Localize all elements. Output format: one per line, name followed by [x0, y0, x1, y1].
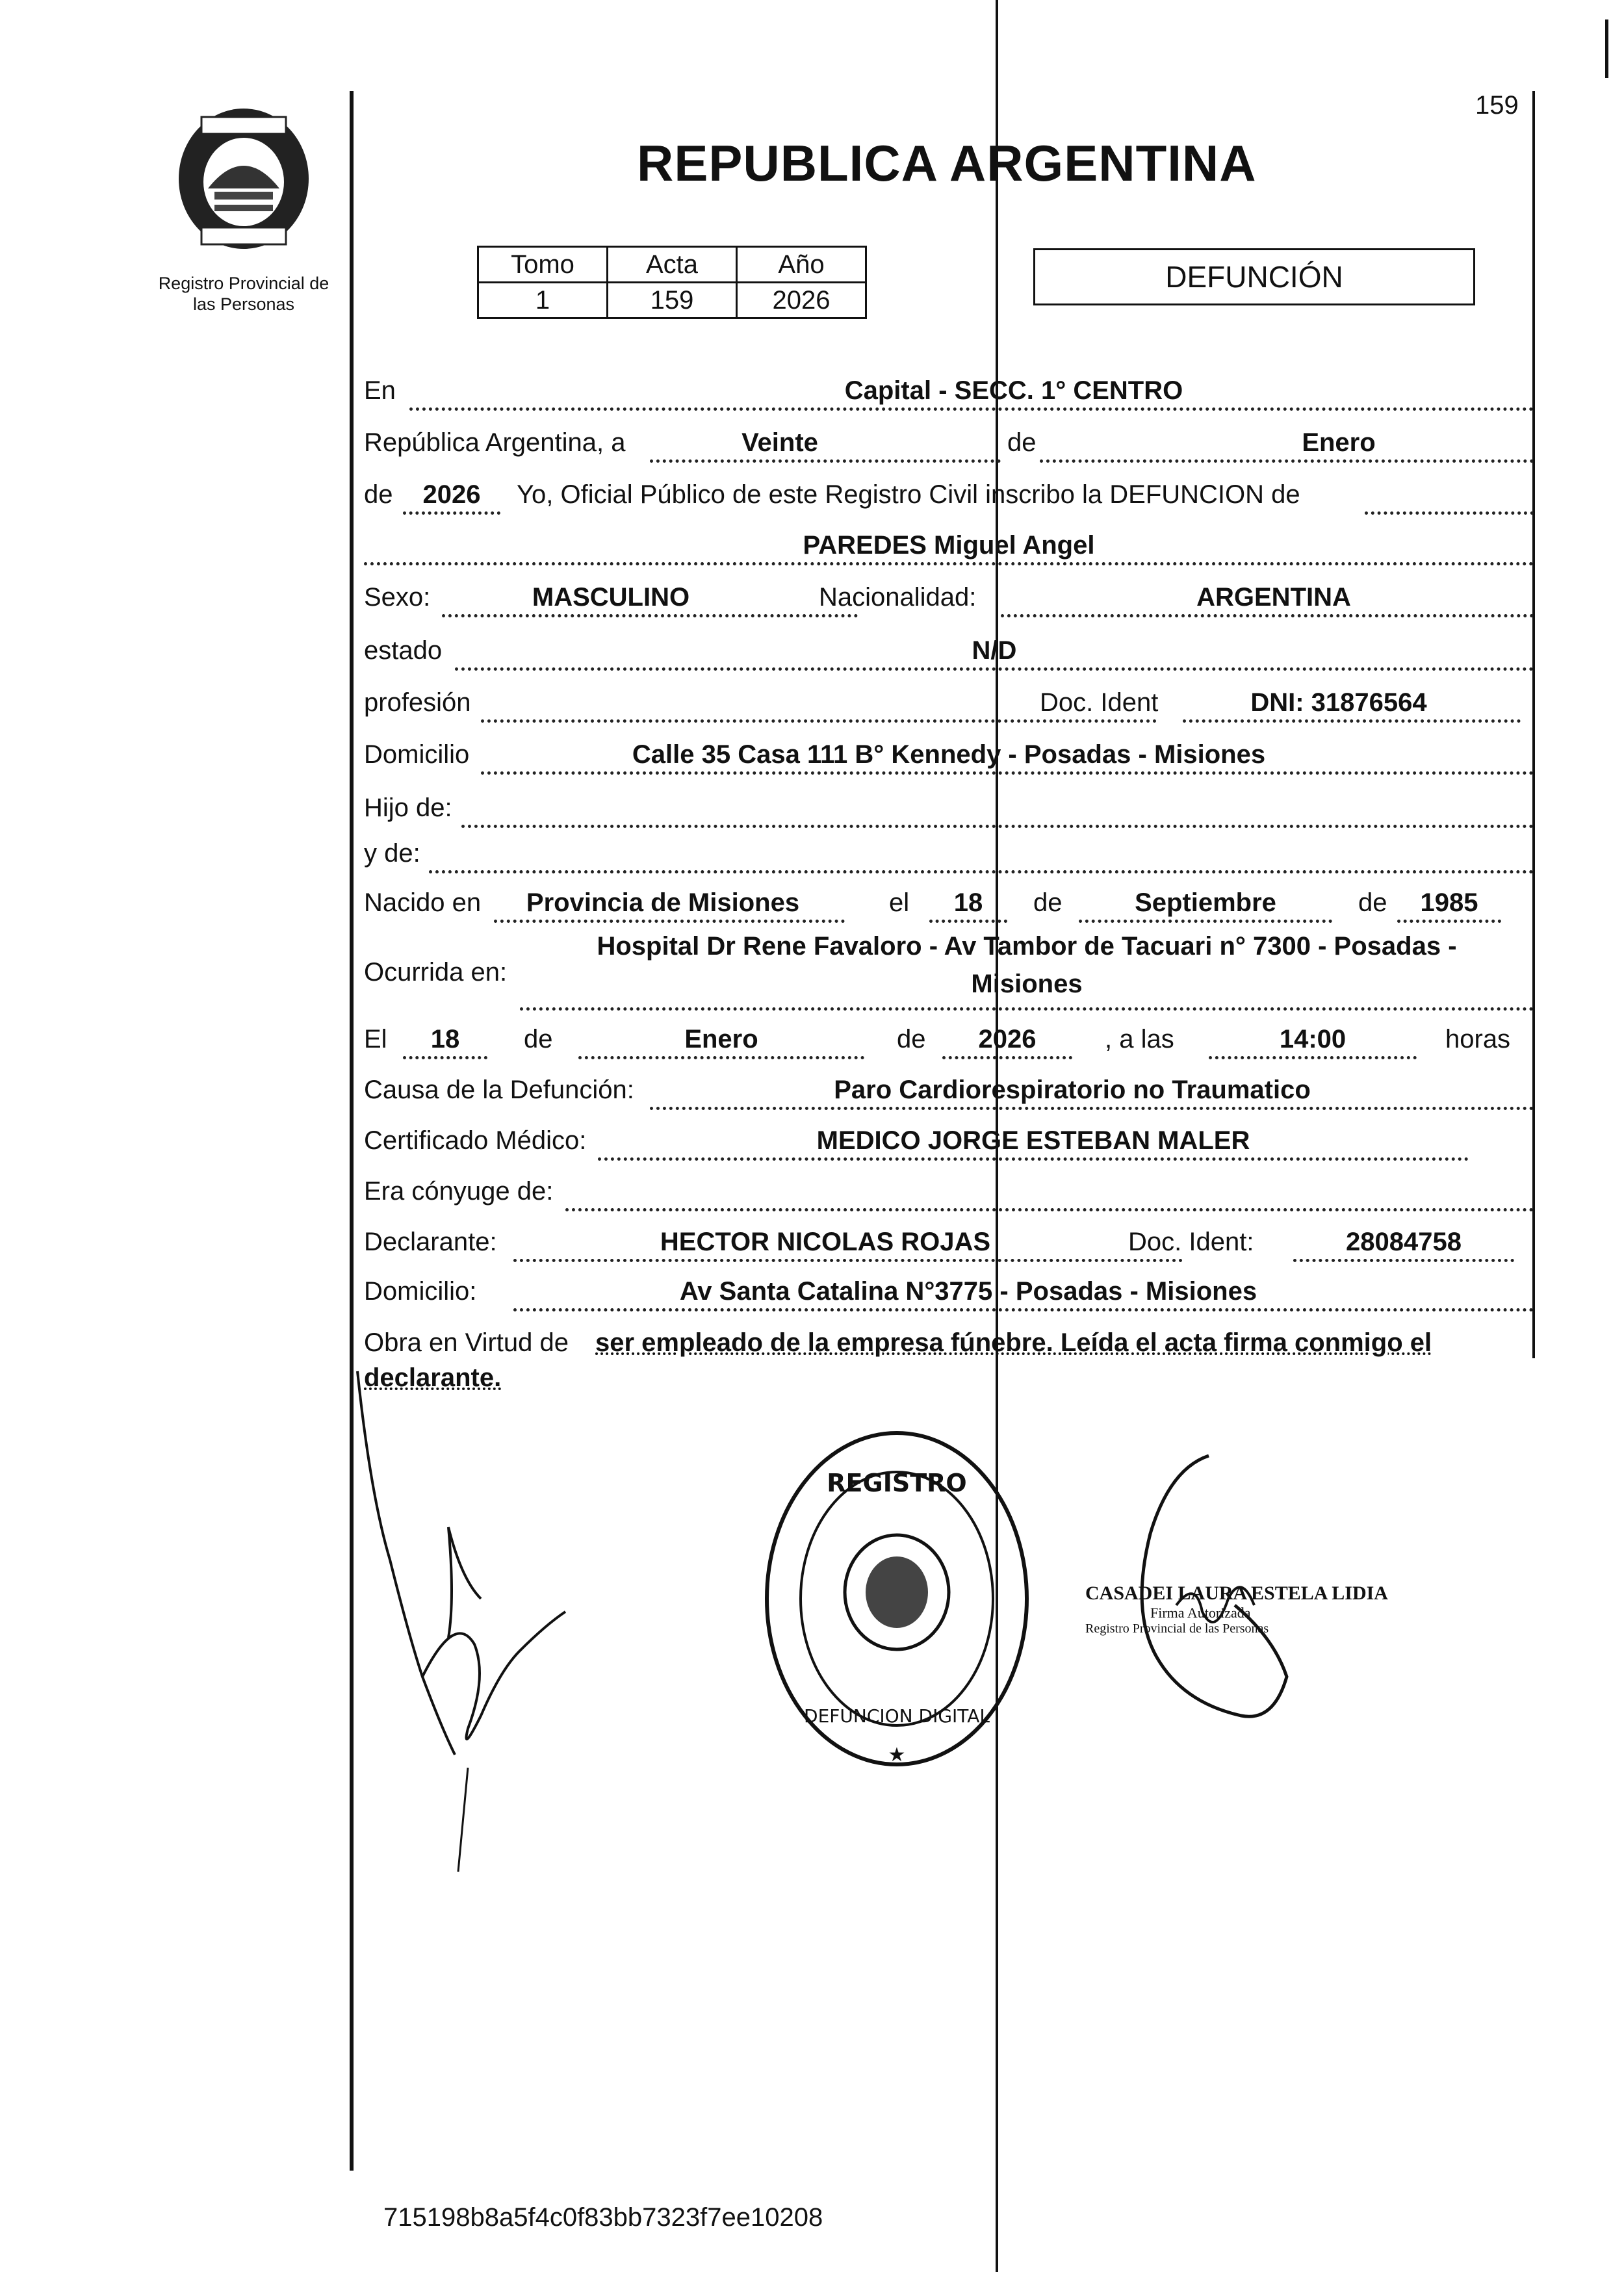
- official-name: CASADEI LAURA ESTELA LIDIA: [1085, 1582, 1388, 1604]
- obra-value-2: declarante.: [364, 1363, 502, 1392]
- nacionalidad-label: Nacionalidad:: [819, 583, 977, 612]
- obra-value-1: ser empleado de la empresa fúnebre. Leída el acta firma conmigo el: [595, 1328, 1432, 1357]
- official-signature-block: [1085, 1582, 1388, 1636]
- yde-label: y de:: [364, 839, 420, 868]
- anio-value: 2026: [422, 480, 481, 509]
- certificado-label: Certificado Médico:: [364, 1126, 587, 1155]
- tomo-value: 1: [478, 283, 608, 318]
- edge-mark: [1605, 19, 1608, 78]
- declarante-value: HECTOR NICOLAS ROJAS: [660, 1228, 991, 1256]
- nac-dia: 18: [953, 888, 983, 917]
- nac-de-label: de: [1033, 888, 1063, 917]
- def-mes: Enero: [684, 1025, 758, 1053]
- en-label: En: [364, 376, 396, 405]
- republica-label: República Argentina, a: [364, 428, 626, 457]
- ocurrida-label: Ocurrida en:: [364, 958, 508, 987]
- declarante-label: Declarante:: [364, 1228, 497, 1256]
- conyuge-label: Era cónyuge de:: [364, 1177, 554, 1206]
- anio-value: 2026: [737, 283, 866, 318]
- causa-label: Causa de la Defunción:: [364, 1076, 634, 1104]
- page-number: 159: [1475, 91, 1519, 120]
- sexo-value: MASCULINO: [532, 583, 690, 612]
- mes-value: Enero: [1302, 428, 1376, 457]
- row-certificado: [364, 1120, 1534, 1161]
- def-de2-label: de: [897, 1025, 926, 1053]
- right-margin-line: [1532, 91, 1535, 1358]
- page-title: REPUBLICA ARGENTINA: [637, 135, 1257, 192]
- def-anio: 2026: [978, 1025, 1037, 1053]
- issuer-line-1: Registro Provincial de: [158, 274, 329, 293]
- estado-value: N/D: [972, 636, 1017, 665]
- row-sexo: [364, 577, 1534, 617]
- ocurrida-line-2: Misiones: [971, 970, 1083, 998]
- doc-type-box: [1033, 248, 1475, 305]
- profesion-label: profesión: [364, 688, 471, 717]
- ocurrida-line-1: Hospital Dr Rene Favaloro - Av Tambor de Tacuari n° 7300 - Posadas -: [597, 932, 1457, 961]
- de-label: de: [1007, 428, 1037, 457]
- nombre-value: PAREDES Miguel Angel: [803, 531, 1095, 560]
- dni-value: DNI: 31876564: [1250, 688, 1427, 717]
- issuer-line-2: las Personas: [192, 294, 295, 314]
- nac-anio: 1985: [1420, 888, 1478, 917]
- row-nombre: [364, 525, 1534, 565]
- tomo-label: Tomo: [478, 247, 608, 283]
- row-causa: [364, 1070, 1534, 1110]
- oficial-text: Yo, Oficial Público de este Registro Civil inscribo la DEFUNCION de: [517, 480, 1300, 509]
- obra-label: Obra en Virtud de: [364, 1328, 569, 1357]
- row-fecha-defuncion: [364, 1019, 1534, 1059]
- domicilio-value: Calle 35 Casa 111 B° Kennedy - Posadas - Misiones: [632, 740, 1266, 769]
- row-yde: [364, 833, 1534, 873]
- official-role-1: Firma Autorizada: [1150, 1605, 1251, 1621]
- doc-type: DEFUNCIÓN: [1165, 260, 1343, 294]
- en-value: Capital - SECC. 1° CENTRO: [844, 376, 1183, 405]
- acta-value: 159: [608, 283, 737, 318]
- tomo-acta-anio-table: [477, 246, 867, 319]
- svg-text:★: ★: [888, 1744, 906, 1766]
- decl-doc-value: 28084758: [1346, 1228, 1462, 1256]
- de2-label: de: [364, 480, 393, 509]
- nac-de2-label: de: [1358, 888, 1387, 917]
- row-ocurrida: [364, 929, 1534, 1011]
- def-hora: 14:00: [1279, 1025, 1347, 1053]
- decl-doc-label: Doc. Ident:: [1128, 1228, 1254, 1256]
- row-declarante: [364, 1222, 1534, 1262]
- sexo-label: Sexo:: [364, 583, 431, 612]
- certificado-value: MEDICO JORGE ESTEBAN MALER: [816, 1126, 1250, 1155]
- row-fecha: [364, 422, 1534, 463]
- row-en: [364, 370, 1534, 411]
- estado-label: estado: [364, 636, 443, 665]
- row-estado: [364, 630, 1534, 671]
- domicilio-label: Domicilio: [364, 740, 470, 769]
- domicilio2-value: Av Santa Catalina N°3775 - Posadas - Misiones: [679, 1277, 1257, 1306]
- registry-stamp: [760, 1430, 1033, 1781]
- hijo-label: Hijo de:: [364, 794, 452, 822]
- official-role-2: Registro Provincial de las Personas: [1085, 1621, 1269, 1636]
- provincial-seal-logo: [169, 104, 318, 253]
- nacido-value: Provincia de Misiones: [526, 888, 800, 917]
- def-dia: 18: [430, 1025, 460, 1053]
- dia-value: Veinte: [741, 428, 818, 457]
- anio-label: Año: [737, 247, 866, 283]
- row-nacido: [364, 883, 1534, 923]
- row-hijo: [364, 788, 1534, 828]
- def-de-label: de: [524, 1025, 553, 1053]
- alas-label: , a las: [1105, 1025, 1174, 1053]
- issuer-name: [130, 273, 357, 315]
- acta-label: Acta: [608, 247, 737, 283]
- nac-mes: Septiembre: [1135, 888, 1276, 917]
- svg-text:DEFUNCION DIGITAL: DEFUNCION DIGITAL: [804, 1705, 990, 1727]
- row-profesion: [364, 682, 1534, 723]
- row-conyuge: [364, 1171, 1534, 1211]
- svg-text:REGISTRO: REGISTRO: [827, 1469, 967, 1497]
- declarant-signature: [351, 1365, 572, 1885]
- row-oficial: [364, 474, 1534, 515]
- el2-label: El: [364, 1025, 387, 1053]
- row-domicilio-declarante: [364, 1271, 1534, 1311]
- horas-label: horas: [1445, 1025, 1511, 1053]
- document-hash: 715198b8a5f4c0f83bb7323f7ee10208: [383, 2203, 823, 2232]
- domicilio2-label: Domicilio:: [364, 1277, 477, 1306]
- doc-ident-label: Doc. Ident: [1040, 688, 1159, 717]
- causa-value: Paro Cardiorespiratorio no Traumatico: [834, 1076, 1311, 1104]
- row-domicilio: [364, 734, 1534, 775]
- nacido-label: Nacido en: [364, 888, 482, 917]
- nacionalidad-value: ARGENTINA: [1196, 583, 1351, 612]
- el-label: el: [889, 888, 910, 917]
